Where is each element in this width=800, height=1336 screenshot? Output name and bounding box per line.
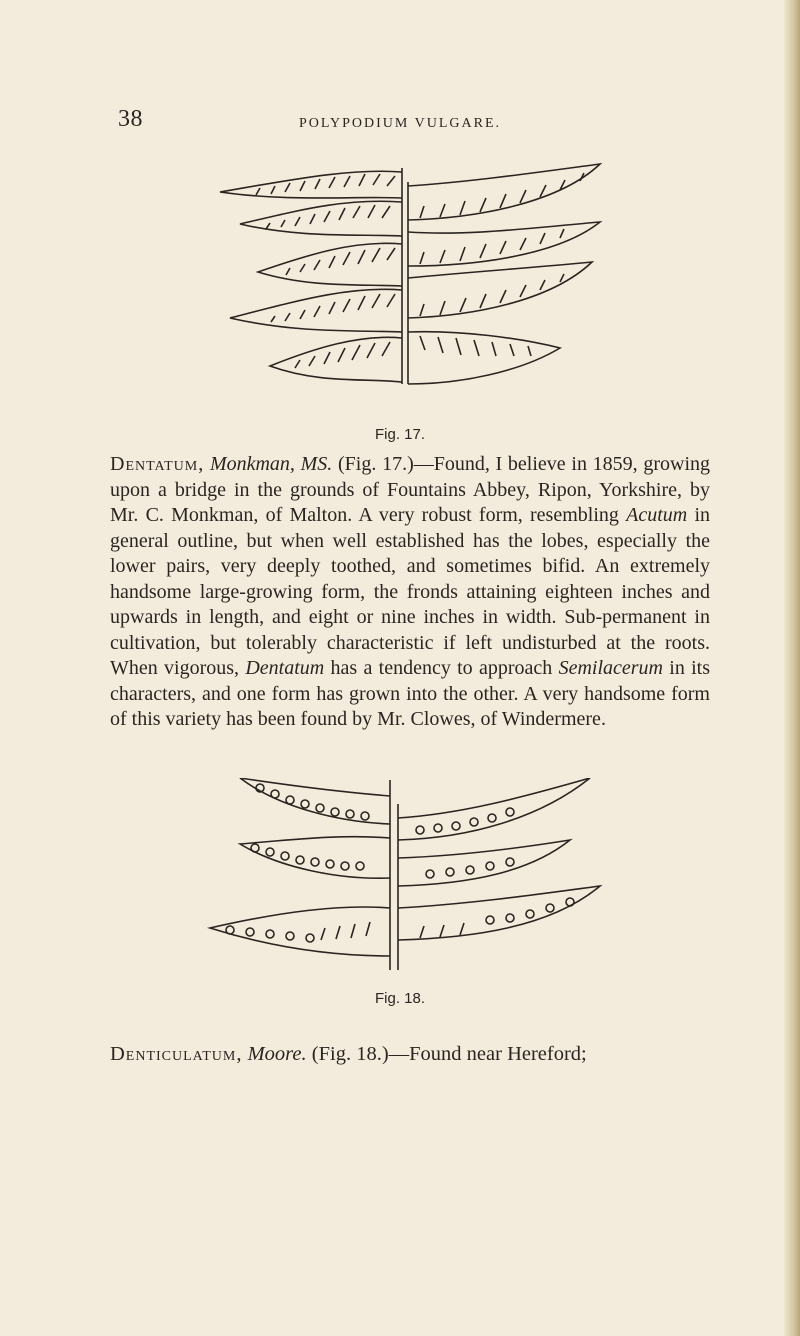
figure-17-pinna <box>408 332 560 384</box>
paragraph-text: has a tendency to approach <box>330 657 553 679</box>
paragraph-text: in general outline, but when well established has the lobes, especially the lower pairs, very deeply toothed, and sometimes bifid. An extremely handsome large-growing form, the fronds attaining eighteen inches and upwards in length, and eight or nine inches in width. Sub-permanent in cultivation, but tolerably characteristic if left undisturbed at the roots. When vigorous, <box>110 504 711 679</box>
figure-17-pinna <box>220 171 402 198</box>
variety-name: Dentatum, <box>110 453 205 475</box>
page-number: 38 <box>118 106 143 132</box>
paragraph-text: in its characters, and one form has grown into the other. A very handsome form of this variety has been found by Mr. Clowes, of Windermere. <box>110 657 711 730</box>
figure-18-pinna <box>398 840 570 886</box>
figure-17-pinna <box>408 262 592 318</box>
figure-17-pinna <box>240 201 402 236</box>
figure-18-pinna <box>210 907 390 956</box>
figure-17 <box>0 162 800 443</box>
figure-17-pinna <box>408 164 600 220</box>
paragraph-text: (Fig. 18.)—Found near Hereford; <box>311 1043 587 1065</box>
running-head: POLYPODIUM VULGARE. <box>298 116 501 131</box>
paragraph-text: (Fig. 17.)—Found, I believe in 1859, growing upon a bridge in the grounds of Fountains Abbey, Ripon, Yorkshire, by Mr. C. Monkman, of Malton. A very robust form, resembling <box>110 453 711 526</box>
variety-name: Denticulatum, <box>110 1043 243 1065</box>
paragraph-denticulatum <box>110 1042 710 1068</box>
figure-17-pinna <box>230 289 402 332</box>
variety-reference: Dentatum <box>245 657 325 679</box>
figure-18-caption: Fig. 18. <box>374 990 426 1007</box>
paragraph-dentatum <box>110 452 710 733</box>
figure-17-pinna <box>270 337 402 382</box>
figure-17-illustration <box>140 162 660 410</box>
figure-18-pinna <box>398 886 600 940</box>
authority: Monkman, MS. <box>209 453 333 475</box>
figure-18-illustration <box>140 778 660 978</box>
page-header <box>0 106 800 136</box>
variety-reference: Semilacerum <box>558 657 663 679</box>
authority: Moore. <box>247 1043 307 1065</box>
figure-18-pinna <box>398 778 590 840</box>
variety-reference: Acutum <box>626 504 688 526</box>
figure-18 <box>0 778 800 1007</box>
figure-17-caption: Fig. 17. <box>374 426 426 443</box>
